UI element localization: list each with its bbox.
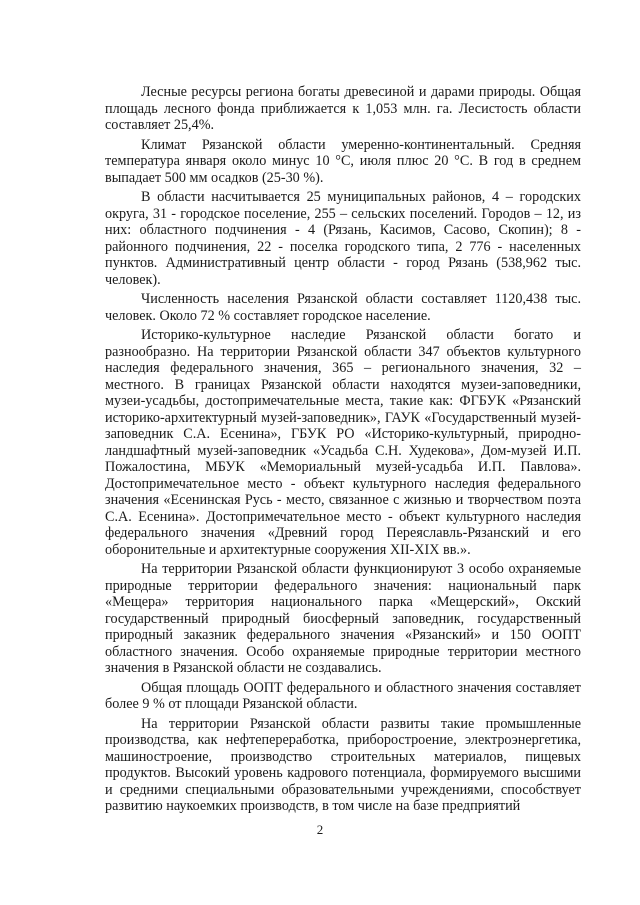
paragraph-administrative-division: В области насчитывается 25 муниципальных районов, 4 – городских округа, 31 - городское поселение, 255 – сельских поселений. Городов – 12, из них: областного подчинения - 4 (Рязань, Касимов, Сасово, Скопин); 8 - районного подчинения, 22 - поселка городского типа, 2 776 - населенных пунктов. Административный центр области - город Рязань (538,962 тыс. человек). (105, 189, 581, 288)
page-number: 2 (316, 822, 324, 837)
paragraph-cultural-heritage: Историко-культурное наследие Рязанской области богато и разнообразно. На территории Рязанской области 347 объектов культурного наследия федерального значения, 365 – регионального значения, 32 – местного. В границах Рязанской области находятся музеи-заповедники, музеи-усадьбы, достопримечательные места, такие как: ФГБУК «Рязанский историко-архитектурный музей-заповедник», ГАУК «Государственный музей-заповедник С.А. Есенина», ГБУК РО «Историко-культурный, природно-ландшафтный музей-заповедник «Усадьба С.Н. Худекова», Дом-музей И.П. Пожалостина, МБУК «Мемориальный музей-усадьба И.П. Павлова». Достопримечательное место - объект культурного наследия федерального значения «Есенинская Русь - место, связанное с жизнью и творчеством поэта С.А. Есенина». Достопримечательное место - объект культурного наследия федерального значения «Древний город Переяславль-Рязанский и его оборонительные и архитектурные сооружения XII-XIX вв.». (105, 327, 581, 558)
paragraph-protected-area-share: Общая площадь ООПТ федерального и областного значения составляет более 9 % от площади Рязанской области. (105, 679, 581, 712)
paragraph-protected-areas: На территории Рязанской области функционируют 3 особо охраняемые природные территории федерального значения: национальный парк «Мещера» территория национального парка «Мещерский», Окский государственный природный биосферный заповедник, государственный природный заказник федерального значения «Рязанский» и 150 ООПТ областного значения. Особо охраняемые природные территории местного значения в Рязанской области не создавались. (105, 561, 581, 676)
paragraph-population: Численность населения Рязанской области составляет 1120,438 тыс. человек. Около 72 % составляет городское население. (105, 291, 581, 324)
document-body (105, 84, 581, 818)
paragraph-industry: На территории Рязанской области развиты такие промышленные производства, как нефтепереработка, приборостроение, электроэнергетика, машиностроение, производство строительных материалов, пищевых продуктов. Высокий уровень кадрового потенциала, формируемого высшими и средними специальными образовательными учреждениями, способствует развитию наукоемких производств, в том числе на базе предприятий (105, 715, 581, 814)
paragraph-climate: Климат Рязанской области умеренно-континентальный. Средняя температура января около минус 10 °C, июля плюс 20 °C. В год в среднем выпадает 500 мм осадков (25-30 %). (105, 136, 581, 186)
paragraph-forest-resources: Лесные ресурсы региона богаты древесиной и дарами природы. Общая площадь лесного фонда приближается к 1,053 млн. га. Лесистость области составляет 25,4%. (105, 84, 581, 133)
